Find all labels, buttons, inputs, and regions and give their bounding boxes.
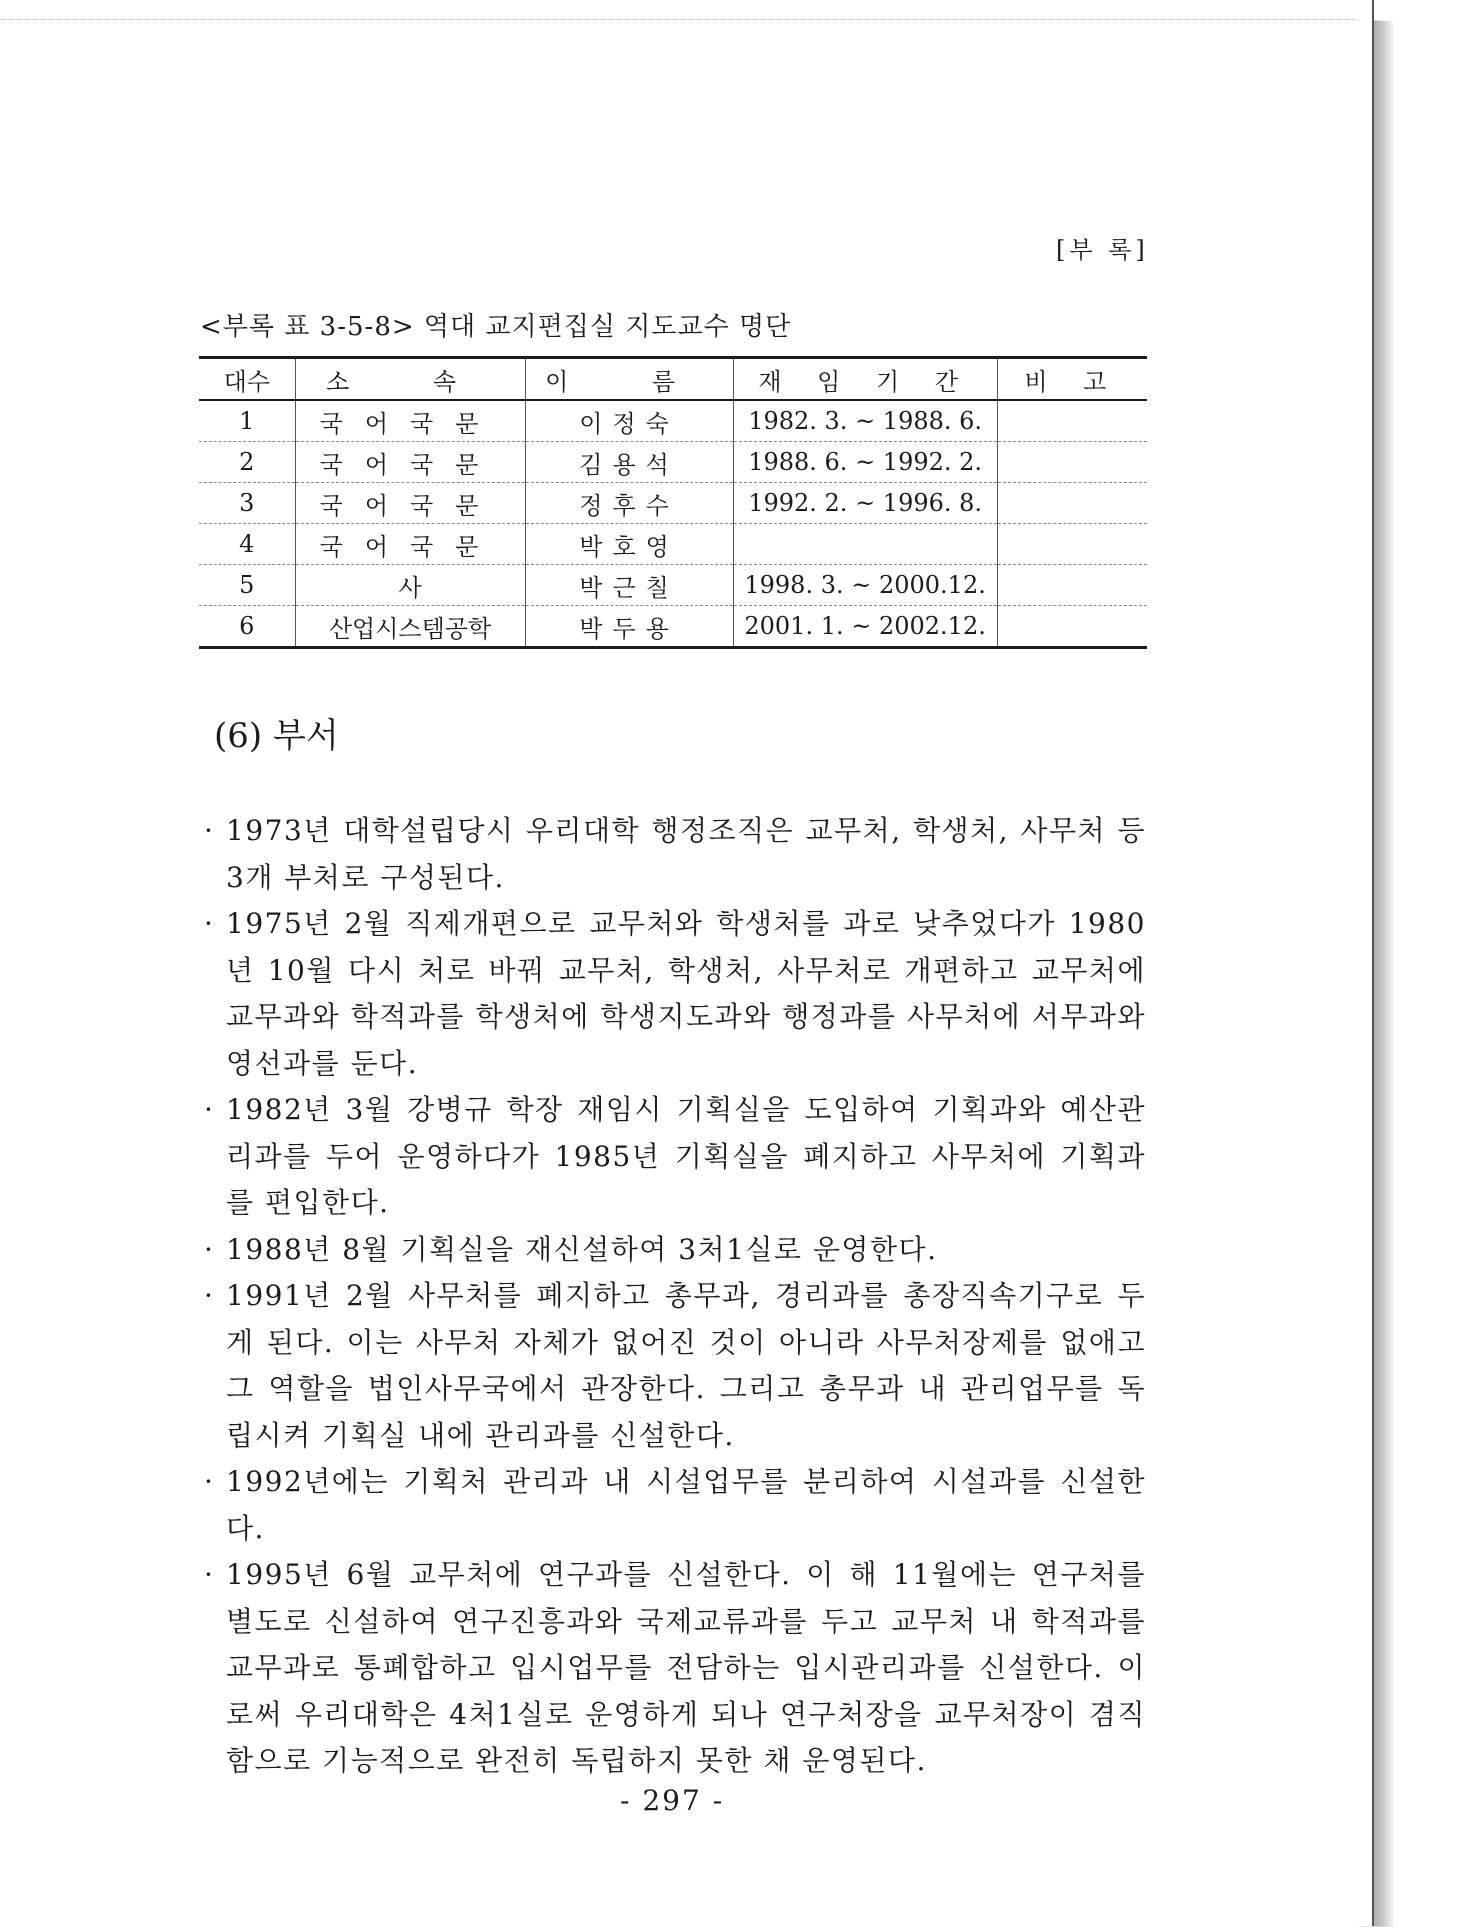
cell-dept: 사 <box>295 565 525 606</box>
list-item-text: 1995년 6월 교무처에 연구과를 신설한다. 이 해 11월에는 연구처를 별도로 신설하여 연구진흥과와 국제교류과를 두고 교무처 내 학적과를 교무과로 통폐합하고 입시업무를 전담하는 입시관리과를 신설한다. 이로써 우리대학은 4처1실로 운영하게 되나 연구처장을 교무처장이 겸직함으로 기능적으로 완전히 독립하지 못한 채 운영된다. <box>226 1558 1146 1777</box>
cell-name: 이정숙 <box>525 400 733 442</box>
cell-term: 1992. 2. ~ 1996. 8. <box>733 483 997 524</box>
cell-dept: 국어국문 <box>295 524 525 565</box>
cell-name: 김용석 <box>525 442 733 483</box>
cell-dept: 국어국문 <box>295 483 525 524</box>
list-item-text: 1975년 2월 직제개편으로 교무처와 학생처를 과로 낮추었다가 1980년 10월 다시 처로 바꿔 교무처, 학생처, 사무처로 개편하고 교무처에 교무과와 학적과를 학생처에 학생지도과와 행정과를 사무처에 서무과와 영선과를 둔다. <box>226 907 1146 1080</box>
bullet-dot: · <box>204 1558 215 1591</box>
bullet-dot: · <box>204 1232 215 1266</box>
table-row <box>199 400 1147 442</box>
cell-note <box>997 565 1147 606</box>
list-item <box>204 1227 1146 1274</box>
bullet-dot: · <box>204 814 215 847</box>
table-header-row <box>199 358 1147 401</box>
list-item-text: 1991년 2월 사무처를 폐지하고 총무과, 경리과를 총장직속기구로 두게 된다. 이는 사무처 자체가 없어진 것이 아니라 사무처장제를 없애고 그 역할을 법인사무국에서 관장한다. 그리고 총무과 내 관리업무를 독립시켜 기획실 내에 관리과를 신설한다. <box>226 1279 1146 1452</box>
list-item <box>204 1459 1146 1552</box>
list-item <box>204 901 1146 1087</box>
table-row <box>199 483 1147 524</box>
table-row <box>199 442 1147 483</box>
cell-no: 2 <box>199 442 295 483</box>
list-item-text: 1982년 3월 강병규 학장 재임시 기획실을 도입하여 기획과와 예산관리과를 두어 운영하다가 1985년 기획실을 폐지하고 사무처에 기획과를 편입한다. <box>226 1093 1146 1219</box>
cell-no: 4 <box>199 524 295 565</box>
cell-name: 박호영 <box>525 524 733 565</box>
cell-note <box>997 524 1147 565</box>
column-header-dept: 소 속 <box>295 358 525 401</box>
cell-term <box>733 524 997 565</box>
department-history-list <box>204 808 1146 1785</box>
cell-note <box>997 483 1147 524</box>
table-row <box>199 565 1147 606</box>
bullet-dot: · <box>204 907 215 940</box>
page-number: - 297 - <box>620 1784 725 1817</box>
cell-dept: 국어국문 <box>295 400 525 442</box>
column-header-no: 대수 <box>199 358 295 401</box>
column-header-name: 이 름 <box>525 358 733 401</box>
table-caption: <부록 표 3-5-8> 역대 교지편집실 지도교수 명단 <box>200 312 792 342</box>
bullet-dot: · <box>204 1465 215 1498</box>
cell-term: 1998. 3. ~ 2000.12. <box>733 565 997 606</box>
cell-term: 2001. 1. ~ 2002.12. <box>733 606 997 648</box>
bullet-dot: · <box>204 1093 215 1126</box>
cell-note <box>997 442 1147 483</box>
list-item-text: 1973년 대학설립당시 우리대학 행정조직은 교무처, 학생처, 사무처 등 3개 부처로 구성된다. <box>226 814 1146 894</box>
cell-dept: 산업시스템공학 <box>295 606 525 648</box>
section-tag: [부 록] <box>1056 236 1149 264</box>
list-item-text: 1988년 8월 기획실을 재신설하여 3처1실로 운영한다. <box>226 1232 938 1266</box>
list-item <box>204 1552 1146 1785</box>
table-row <box>199 524 1147 565</box>
cell-dept: 국어국문 <box>295 442 525 483</box>
list-item <box>204 1273 1146 1459</box>
column-header-term: 재 임 기 간 <box>733 358 997 401</box>
section-heading: (6) 부서 <box>214 716 339 756</box>
page-top-edge <box>0 19 1355 20</box>
bullet-dot: · <box>204 1279 215 1312</box>
cell-no: 5 <box>199 565 295 606</box>
list-item <box>204 1087 1146 1227</box>
cell-name: 박두용 <box>525 606 733 648</box>
list-item <box>204 808 1146 901</box>
list-item-text: 1992년에는 기획처 관리과 내 시설업무를 분리하여 시설과를 신설한다. <box>226 1465 1146 1545</box>
table-row <box>199 606 1147 648</box>
cell-no: 6 <box>199 606 295 648</box>
advisor-roster-table <box>199 356 1147 649</box>
cell-note <box>997 400 1147 442</box>
cell-no: 1 <box>199 400 295 442</box>
cell-term: 1982. 3. ~ 1988. 6. <box>733 400 997 442</box>
cell-note <box>997 606 1147 648</box>
cell-name: 박근칠 <box>525 565 733 606</box>
column-header-note: 비 고 <box>997 358 1147 401</box>
cell-no: 3 <box>199 483 295 524</box>
cell-term: 1988. 6. ~ 1992. 2. <box>733 442 997 483</box>
cell-name: 정후수 <box>525 483 733 524</box>
